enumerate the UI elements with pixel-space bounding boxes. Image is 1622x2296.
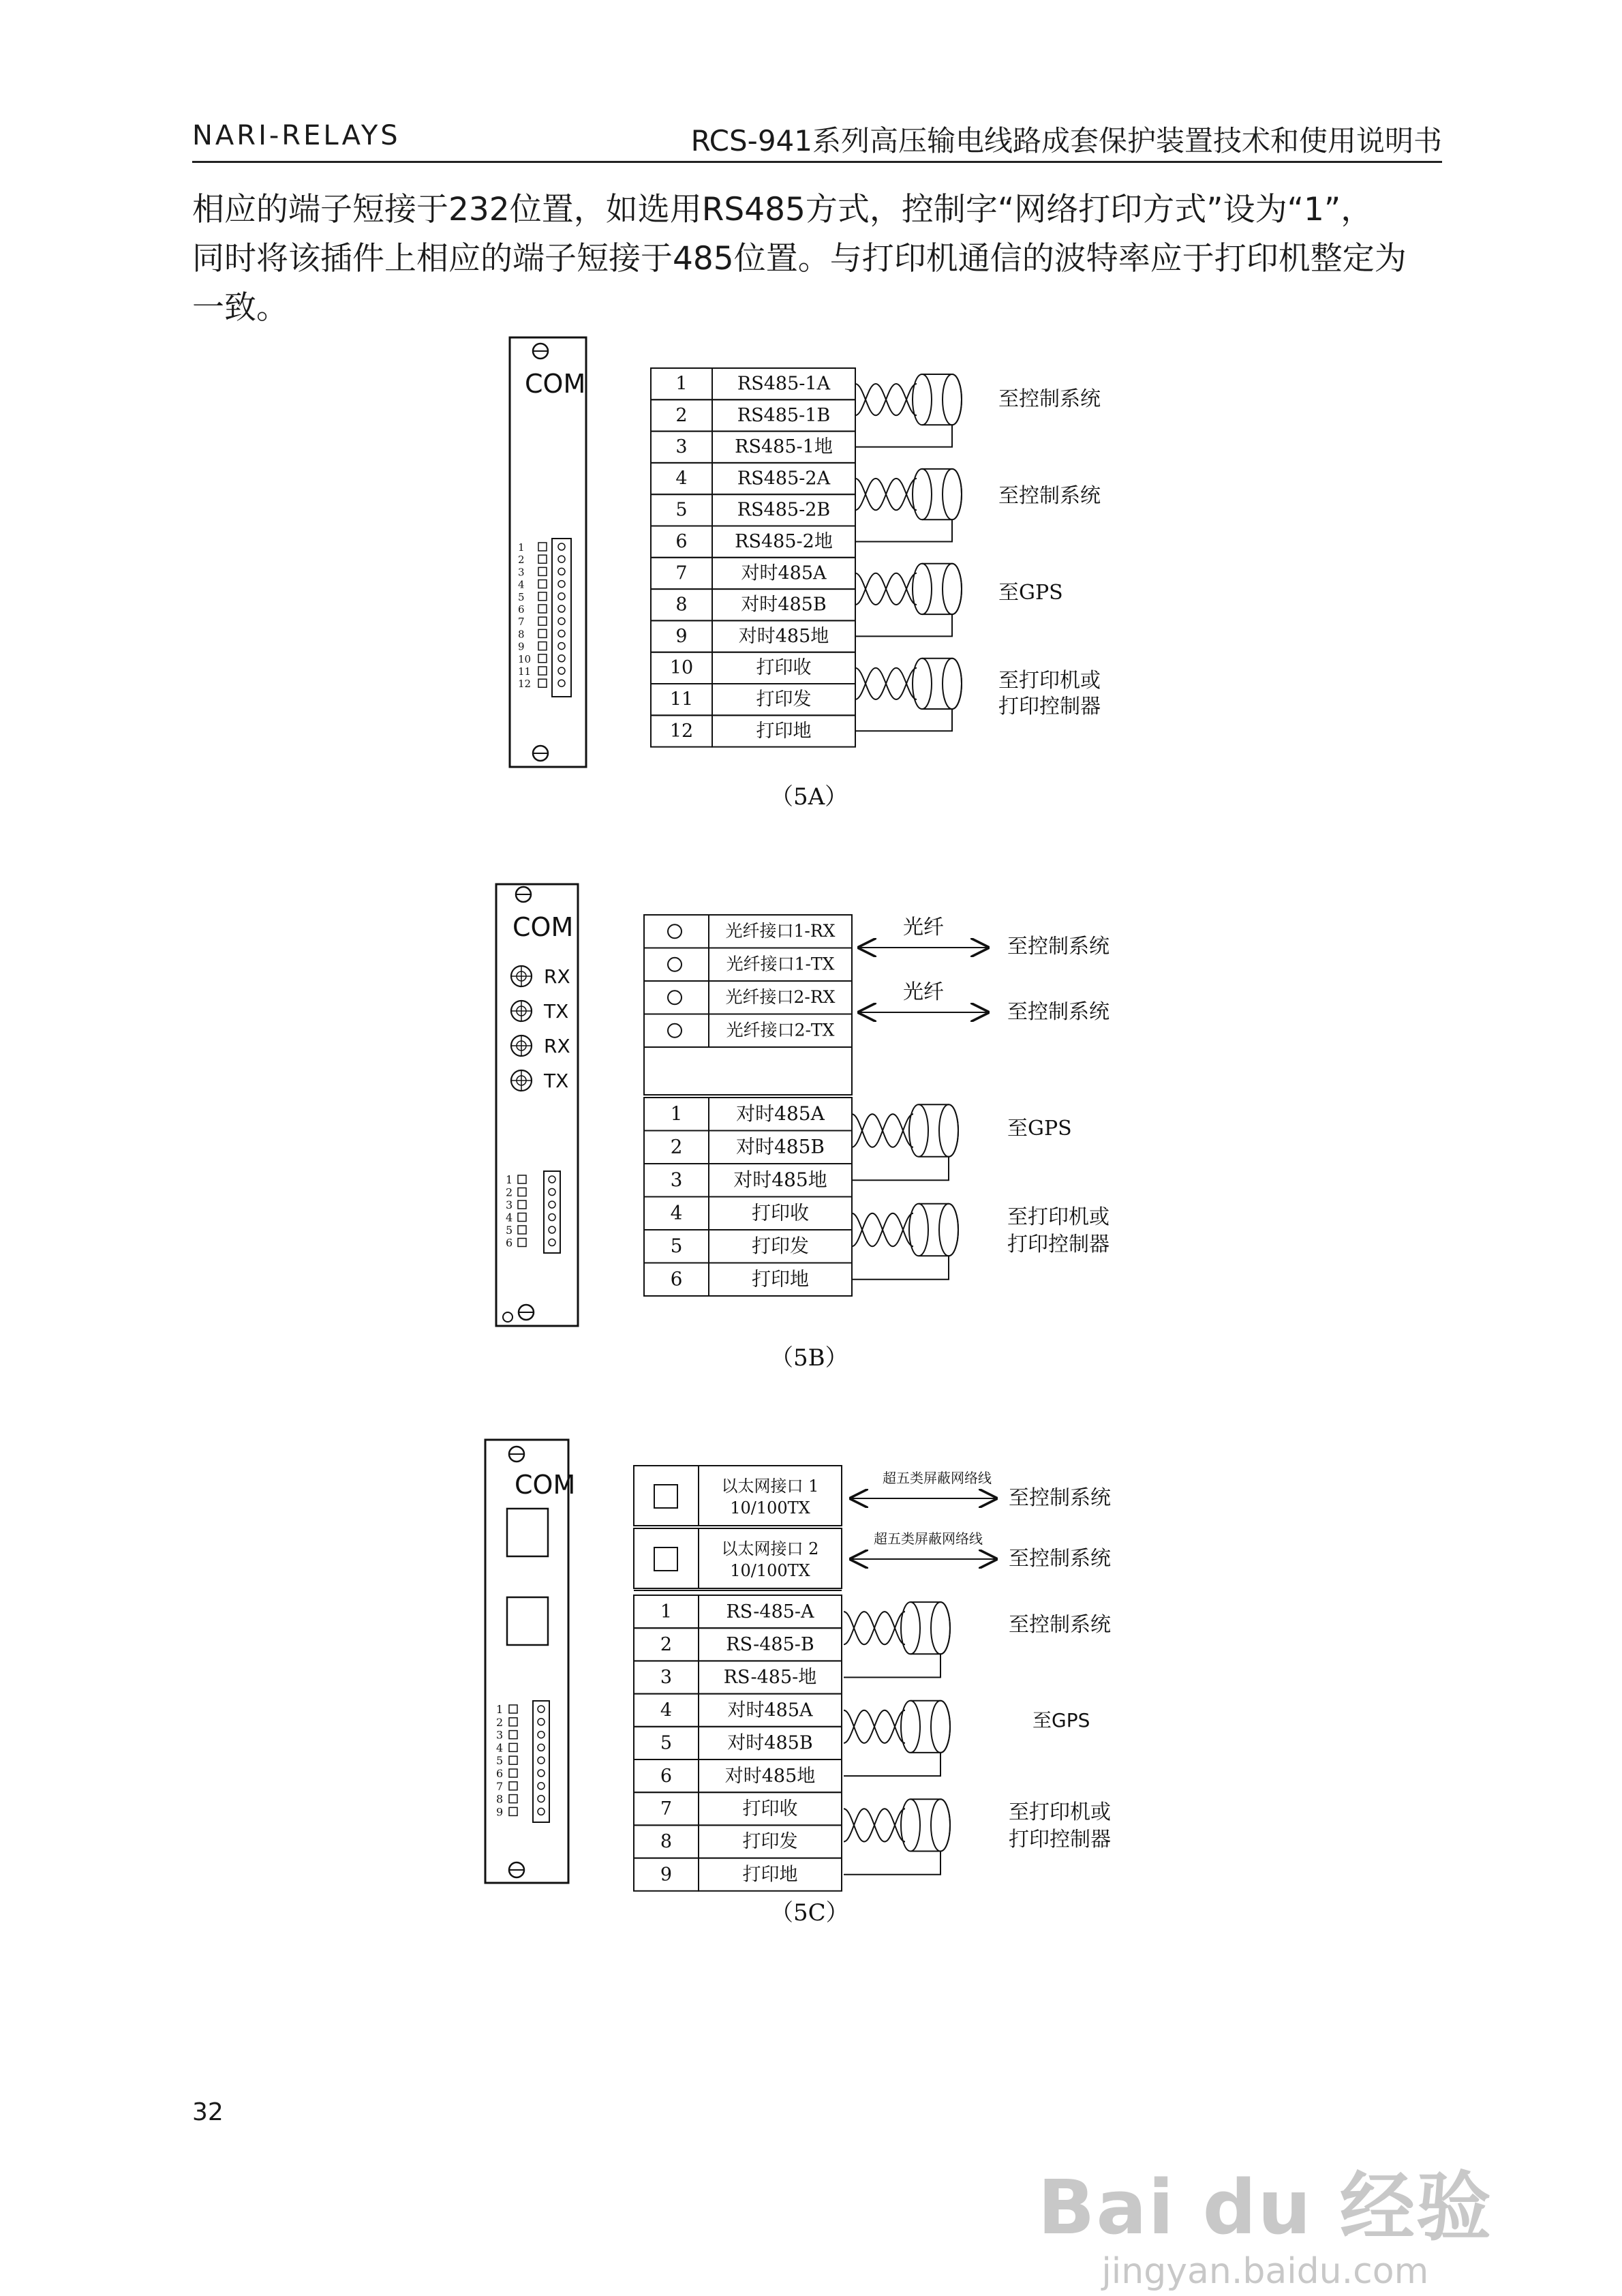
terminal-signal: 打印地 (751, 1267, 810, 1290)
pin-number: 8 (496, 1792, 504, 1806)
terminal-signal: RS485-2B (737, 499, 831, 521)
pin-number: 9 (518, 640, 525, 653)
header-brand: NARI-RELAYS (192, 120, 401, 151)
terminal-number: 5 (670, 1234, 683, 1257)
fiber-port-label: 光纤接口1-TX (726, 954, 835, 974)
board-label: COM (512, 912, 574, 942)
paragraph-line: 相应的端子短接于232位置，如选用RS485方式，控制字“网络打印方式”设为“1”， (192, 191, 1373, 228)
terminal-signal: 对时485地 (733, 1168, 827, 1191)
terminal-signal: RS-485-A (726, 1601, 814, 1622)
terminal-number: 1 (670, 1102, 683, 1125)
destination-label: 至打印机或 (1007, 1205, 1110, 1229)
twisted-pairs-5c (844, 1602, 950, 1875)
terminal-signal: 打印地 (756, 720, 812, 742)
terminal-number: 6 (660, 1765, 673, 1787)
paragraph-line: 一致。 (192, 289, 288, 327)
terminal-number: 3 (660, 1667, 673, 1689)
terminal-signal: RS485-2A (737, 468, 831, 489)
fiber-port-icon (668, 991, 682, 1004)
terminal-signal: 打印地 (742, 1864, 798, 1886)
pin-number: 11 (518, 665, 532, 678)
terminal-number: 2 (670, 1135, 683, 1158)
destination-label: 至控制系统 (1009, 1613, 1111, 1637)
com-board-5b (496, 884, 578, 1326)
terminal-signal: 对时485A (741, 562, 827, 584)
destination-label: 至控制系统 (1009, 1486, 1111, 1510)
figure-5a (510, 337, 1101, 811)
pin-number: 9 (496, 1805, 504, 1819)
terminal-number: 10 (669, 657, 694, 679)
terminal-signal: RS485-1B (737, 404, 831, 426)
page-number: 32 (192, 2098, 224, 2126)
terminal-number: 6 (670, 1267, 683, 1290)
terminal-signal: RS485-2地 (735, 530, 833, 552)
pin-number: 2 (506, 1185, 513, 1199)
port-label: RX (544, 965, 570, 988)
destination-label: 至打印机或 (1009, 1800, 1111, 1824)
terminal-signal: 对时485A (727, 1700, 813, 1721)
destination-label: 打印控制器 (1007, 1233, 1110, 1256)
destination-label: 至控制系统 (998, 484, 1101, 508)
port-label: TX (544, 1000, 569, 1023)
terminal-number: 9 (660, 1864, 673, 1886)
pin-number: 5 (506, 1224, 513, 1237)
terminal-signal: 对时485B (735, 1135, 825, 1158)
fiber-links (860, 916, 987, 1012)
destination-label: 至控制系统 (998, 387, 1101, 411)
pin-number: 2 (518, 554, 525, 567)
terminal-signal: 打印收 (756, 657, 812, 679)
figure-5c (485, 1440, 1111, 1927)
cable-label: 超五类屏蔽网络线 (874, 1530, 983, 1547)
pin-number: 7 (496, 1779, 504, 1793)
destination-label: 至GPS (1007, 1117, 1072, 1141)
pin-number: 6 (518, 603, 525, 616)
com-board-5a (510, 337, 586, 767)
figure-5b (496, 884, 1110, 1372)
destination-label: 至打印机或 (998, 669, 1101, 693)
terminal-block (533, 1701, 549, 1822)
terminal-number: 4 (660, 1700, 673, 1721)
pin-number: 4 (496, 1741, 504, 1755)
terminal-number: 11 (669, 689, 694, 710)
fiber-port-icon (668, 924, 682, 938)
pin-number: 5 (518, 590, 525, 603)
terminal-block (544, 1171, 560, 1253)
terminal-number: 4 (670, 1201, 683, 1224)
baidu-watermark (1038, 2147, 1493, 2292)
terminal-signal: 对时485B (741, 594, 827, 616)
fiber-port-icon (668, 958, 682, 971)
figure-caption: （5A） (770, 783, 848, 811)
fiber-label: 光纤 (903, 916, 944, 939)
terminal-signal: 对时485A (736, 1102, 825, 1125)
pin-number: 5 (496, 1754, 504, 1768)
pin-number: 8 (518, 628, 525, 641)
pin-number: 4 (518, 578, 525, 591)
header-title: RCS-941系列高压输电线路成套保护装置技术和使用说明书 (690, 124, 1442, 157)
terminal-number: 7 (660, 1798, 673, 1819)
figure-caption: （5C） (770, 1899, 849, 1927)
fiber-port-label: 光纤接口2-RX (725, 987, 836, 1008)
terminal-number: 12 (669, 720, 694, 742)
watermark-url: jingyan.baidu.com (1101, 2251, 1429, 2292)
terminal-table-5c (634, 1466, 842, 1891)
terminal-table-5a (651, 368, 855, 747)
terminal-signal: RS485-1A (737, 373, 831, 395)
terminal-signal: RS485-1地 (735, 436, 833, 458)
pin-number: 3 (506, 1198, 513, 1211)
terminal-number: 5 (675, 499, 688, 521)
terminal-signal: RS-485-地 (723, 1667, 817, 1689)
terminal-number: 2 (660, 1633, 673, 1655)
board-label: COM (525, 369, 586, 399)
terminal-signal: 打印发 (756, 689, 812, 710)
twisted-pairs-5b (852, 1104, 958, 1280)
pin-number: 7 (518, 616, 525, 629)
pin-number: 1 (506, 1173, 513, 1186)
fiber-label: 光纤 (903, 980, 944, 1004)
destination-label: 打印控制器 (998, 695, 1101, 719)
terminal-number: 3 (675, 436, 688, 458)
terminal-number: 1 (675, 373, 688, 395)
pin-number: 2 (496, 1715, 504, 1729)
cable-shield-icon (913, 659, 932, 709)
terminal-number: 5 (660, 1732, 673, 1754)
ethernet-port-speed: 10/100TX (730, 1561, 810, 1580)
terminal-number: 7 (675, 562, 688, 584)
cable-shield-icon (913, 374, 932, 425)
destination-label: 至控制系统 (1009, 1547, 1111, 1571)
terminal-signal: 打印收 (751, 1201, 810, 1224)
destination-label: 至GPS (1032, 1709, 1090, 1732)
cable-shield-icon (909, 1204, 928, 1256)
terminal-number: 9 (675, 625, 688, 647)
ethernet-port-label: 以太网接口 2 (721, 1539, 819, 1558)
terminal-number: 1 (660, 1601, 673, 1622)
pin-number: 12 (518, 678, 532, 691)
pin-number: 4 (506, 1211, 513, 1224)
fiber-port-label: 光纤接口2-TX (726, 1020, 835, 1040)
ethernet-port-icon (507, 1509, 548, 1556)
destination-label: 至GPS (998, 581, 1063, 605)
ethernet-links (852, 1470, 995, 1559)
terminal-number: 8 (660, 1831, 673, 1853)
terminal-signal: 对时485地 (738, 625, 829, 647)
ethernet-port-icon (654, 1547, 677, 1571)
board-label: COM (515, 1470, 576, 1500)
ethernet-port-icon (654, 1485, 677, 1508)
pin-number: 6 (506, 1236, 513, 1250)
cable-label: 超五类屏蔽网络线 (883, 1470, 992, 1486)
cable-shield-icon (913, 564, 932, 614)
terminal-number: 3 (670, 1168, 683, 1191)
fiber-port-label: 光纤接口1-RX (725, 921, 836, 941)
terminal-number: 8 (675, 594, 688, 616)
com-board-5c (485, 1440, 575, 1883)
terminal-number: 4 (675, 468, 688, 489)
terminal-signal: 对时485地 (724, 1765, 816, 1787)
ethernet-port-speed: 10/100TX (730, 1498, 810, 1517)
port-label: TX (544, 1070, 569, 1092)
ethernet-port-icon (507, 1597, 548, 1645)
fiber-port-icon (668, 1024, 682, 1038)
pin-number: 3 (518, 566, 525, 579)
paragraph-line: 同时将该插件上相应的端子短接于485位置。与打印机通信的波特率应于打印机整定为 (192, 240, 1407, 277)
figure-caption: （5B） (770, 1344, 848, 1372)
cable-shield-icon (901, 1701, 920, 1753)
terminal-table-5b (644, 915, 852, 1296)
pin-number: 10 (518, 652, 532, 665)
watermark-logo: Bai du 经验 (1037, 2164, 1493, 2251)
terminal-number: 6 (675, 530, 688, 552)
destination-label: 至控制系统 (1007, 935, 1110, 958)
cable-shield-icon (901, 1602, 920, 1654)
pin-number: 1 (518, 541, 525, 554)
cable-shield-icon (901, 1799, 920, 1851)
twisted-pairs-5a (855, 374, 962, 731)
port-label: RX (544, 1035, 570, 1057)
pin-number: 3 (496, 1728, 504, 1742)
terminal-signal: 打印收 (742, 1798, 798, 1819)
ethernet-port-label: 以太网接口 1 (721, 1477, 819, 1496)
pin-number: 6 (496, 1767, 504, 1780)
destination-label: 至控制系统 (1007, 1000, 1110, 1024)
cable-shield-icon (913, 469, 932, 519)
terminal-signal: 打印发 (742, 1831, 798, 1853)
pin-number: 1 (496, 1703, 504, 1716)
terminal-signal: RS-485-B (726, 1633, 814, 1655)
destination-label: 打印控制器 (1009, 1828, 1111, 1852)
terminal-signal: 对时485B (727, 1732, 813, 1754)
terminal-signal: 打印发 (751, 1234, 810, 1257)
cable-shield-icon (909, 1104, 928, 1157)
terminal-number: 2 (675, 404, 688, 426)
